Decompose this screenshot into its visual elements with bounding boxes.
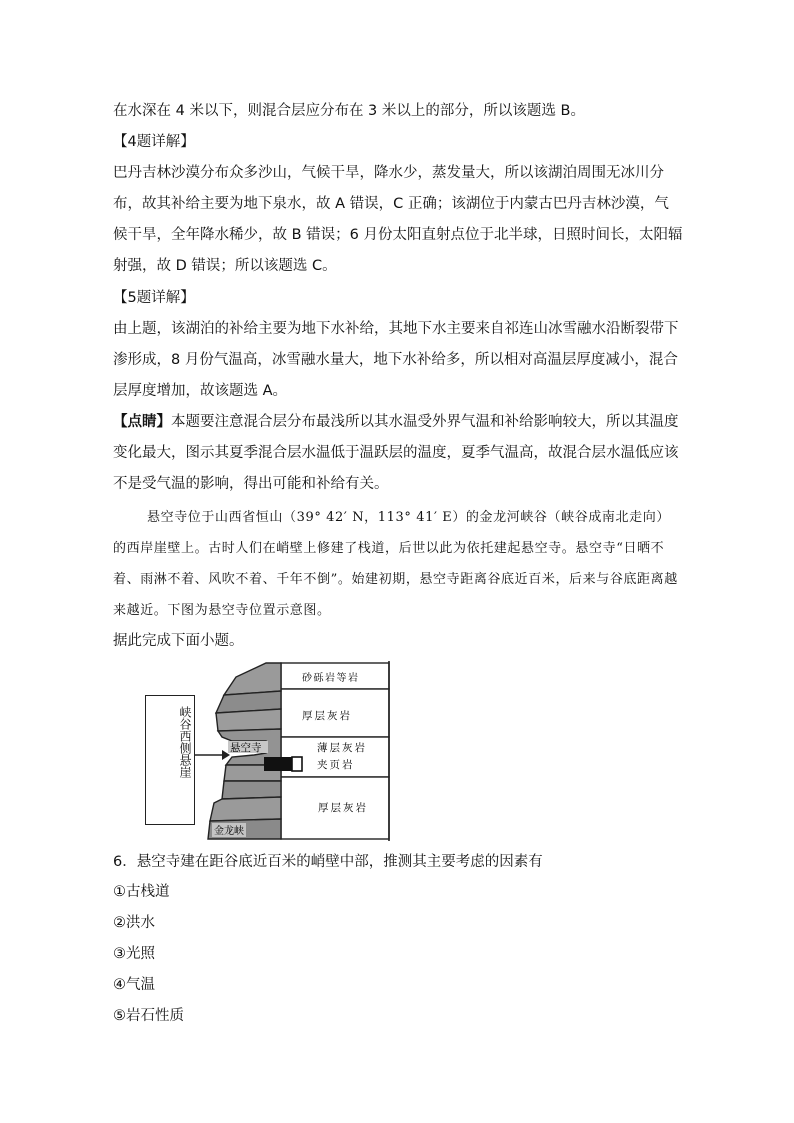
cliff-block [224,663,281,695]
layer-label-1: 砂砾岩等岩 [302,673,360,684]
q4-header: 【4题详解】 [113,134,195,150]
layer-label-5: 厚层灰岩 [318,802,368,814]
tip-label: 【点睛】 [113,414,171,430]
layer-label-3: 薄层灰岩 [317,742,367,754]
temple-label: 悬空寺 [230,742,262,754]
temple-location-diagram [136,661,391,841]
cliff-block [222,781,281,799]
q6-option-1: ①古栈道 [113,884,170,900]
passage-hanging-temple: 悬空寺位于山西省恒山（39° 42′ N，113° 41′ E）的金龙河峡谷（峡谷成南北走向）的西岸崖壁上。古时人们在峭壁上修建了栈道，后世以此为依托建起悬空寺。悬空寺“日晒不着、雨淋不着、风吹不着、千年不倒”。始建初期，悬空寺距离谷底近百米，后来与谷底距离越来越近。下图为悬空寺位置示意图。 [113,510,678,618]
cliff-block [216,709,281,731]
gorge-label: 金龙峡 [214,826,244,837]
tip-paragraph [113,407,683,500]
question-6-stem: 6．悬空寺建在距谷底近百米的峭壁中部，推测其主要考虑的因素有 [113,854,543,870]
cliff-block [210,797,281,821]
cliff-label: 峡谷西侧悬崖 [178,706,192,778]
layer-label-2: 厚层灰岩 [302,710,352,722]
q5-header: 【5题详解】 [113,290,195,306]
q6-option-4: ④气温 [113,977,155,993]
temple-marker [264,757,292,771]
q6-option-5: ⑤岩石性质 [113,1008,184,1024]
instruction-text: 据此完成下面小题。 [113,633,244,649]
q6-option-2: ②洪水 [113,915,155,931]
layer-label-4: 夹页岩 [317,759,355,771]
tip-body: 本题要注意混合层分布最浅所以其水温受外界气温和补给影响较大，所以其温度变化最大，图示其夏季混合层水温低于温跃层的温度，夏季气温高，故混合层水温低应该不是受气温的影响，得出可能和补给有关。 [113,414,679,492]
answer-line-q3: 在水深在 4 米以下，则混合层应分布在 3 米以上的部分，所以该题选 B。 [113,103,585,119]
q4-explanation: 巴丹吉林沙漠分布众多沙山，气候干旱，降水少，蒸发量大，所以该湖泊周围无冰川分布，故其补给主要为地下泉水，故 A 错误，C 正确；该湖位于内蒙古巴丹吉林沙漠，气候干旱，全年降水稀少，故 B 错误；6 月份太阳直射点位于北半球，日照时间长，太阳辐射强，故 D 错误；所以该题选 C。 [113,165,683,274]
q5-explanation: 由上题，该湖泊的补给主要为地下水补给，其地下水主要来自祁连山冰雪融水沿断裂带下渗形成，8 月份气温高，冰雪融水量大，地下水补给多，所以相对高温层厚度减小，混合层厚度增加，故该题选 A。 [113,321,679,399]
q6-option-3: ③光照 [113,946,155,962]
